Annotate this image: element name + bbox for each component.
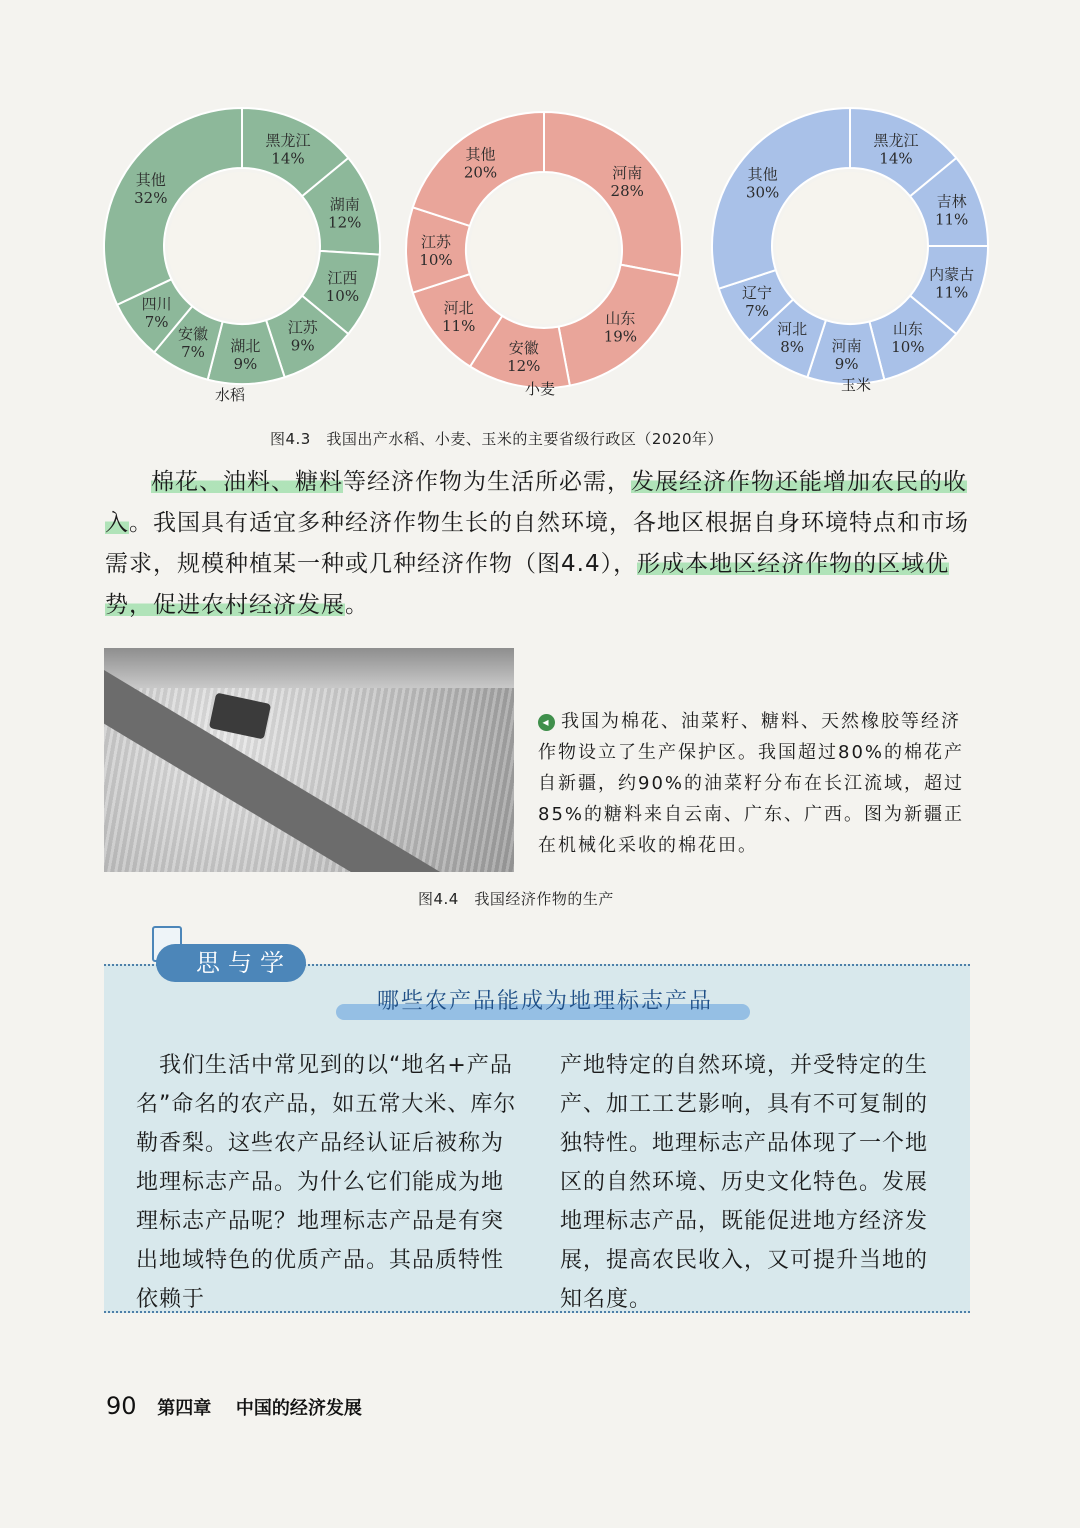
box-heading: 哪些农产品能成为地理标志产品 <box>376 989 713 1014</box>
segment-label: 黑龙江 <box>265 131 311 150</box>
box-column-right-text: 产地特定的自然环境，并受特定的生产、加工工艺影响，具有不可复制的独特性。地理标志产品体现了一个地区的自然环境、历史文化特色。发展地理标志产品，既能促进地方经济发展，提高农民收入，又可提升当地的知名度。 <box>560 1053 929 1312</box>
figure-4-3-caption: 图4.3 我国出产水稻、小麦、玉米的主要省级行政区（2020年） <box>270 430 724 448</box>
segment-label: 辽宁 <box>742 283 773 302</box>
segment-label: 安徽 <box>177 325 208 344</box>
main-paragraph <box>105 462 973 626</box>
wheat-chart <box>394 100 694 400</box>
think-learn-tab: 思与学 <box>156 944 306 982</box>
page-footer <box>106 1392 362 1420</box>
box-column-left-text: 我们生活中常见到的以“地名+产品名”命名的农产品，如五常大米、库尔勒香梨。这些农产品经认证后被称为地理标志产品。为什么它们能成为地理标志产品呢？地理标志产品是有突出地域特色的优质产品。其品质特性依赖于 <box>136 1053 517 1312</box>
segment-value: 7% <box>144 313 169 332</box>
figure-4-4-caption: 图4.4 我国经济作物的生产 <box>418 890 614 908</box>
box-column-right <box>560 1046 946 1319</box>
chapter-title: 中国的经济发展 <box>235 1398 362 1419</box>
segment-value: 10% <box>891 338 925 357</box>
segment-value: 12% <box>507 357 541 376</box>
segment-label: 黑龙江 <box>873 131 919 150</box>
rice-chart <box>92 96 392 396</box>
highlight-3: 形成本地区经济作物的区域优势，促进农村经济发展 <box>105 551 950 618</box>
harvester-machine <box>209 693 271 740</box>
segment-label: 内蒙古 <box>929 265 975 284</box>
segment-label: 湖南 <box>329 195 360 214</box>
segment-label: 山东 <box>605 309 636 328</box>
segment-label: 江苏 <box>287 318 318 337</box>
segment-value: 11% <box>934 210 969 229</box>
segment-label: 安徽 <box>508 339 539 358</box>
crop-illustration-area <box>776 172 924 320</box>
highlight-1: 棉花、油料、糖料 <box>151 469 343 495</box>
segment-label: 河南 <box>831 336 862 355</box>
segment-value: 7% <box>745 301 769 320</box>
segment-label: 河北 <box>777 320 808 339</box>
arrow-left-icon: ◂ <box>538 714 555 731</box>
segment-value: 9% <box>233 354 258 373</box>
corn-chart <box>700 96 1000 396</box>
segment-label: 江苏 <box>420 233 452 251</box>
segment-value: 14% <box>271 149 305 168</box>
segment-value: 28% <box>610 182 644 201</box>
side-note-text: 我国为棉花、油菜籽、糖料、天然橡胶等经济作物设立了生产保护区。我国超过80%的棉花产自新疆，约90%的油菜籽分布在长江流域，超过85%的糖料来自云南、广东、广西。图为新疆正在机械化采收的棉花田。 <box>538 711 965 856</box>
segment-label: 四川 <box>141 295 172 314</box>
segment-label: 江西 <box>327 268 358 287</box>
text-3: 。 <box>345 592 369 618</box>
segment-label: 湖北 <box>230 336 261 355</box>
segment-label: 其他 <box>465 145 496 164</box>
segment-label: 其他 <box>747 165 778 184</box>
page-number: 90 <box>106 1392 137 1420</box>
crop-illustration-area <box>168 172 316 320</box>
segment-value: 11% <box>441 317 476 336</box>
segment-value: 19% <box>603 327 638 346</box>
photo-far-field <box>104 648 514 688</box>
segment-value: 9% <box>290 336 315 355</box>
segment-value: 7% <box>181 343 205 362</box>
segment-value: 10% <box>325 286 360 305</box>
wheat-chart-title: 小麦 <box>524 380 555 398</box>
segment-value: 14% <box>879 149 913 168</box>
photo-harvested-strip <box>104 658 514 872</box>
segment-value: 30% <box>745 183 780 202</box>
box-column-left <box>136 1046 522 1319</box>
segment-value: 20% <box>463 163 498 182</box>
segment-label: 河南 <box>612 164 643 183</box>
text-1: 等经济作物为生活所必需， <box>343 469 631 495</box>
segment-value: 8% <box>780 338 805 357</box>
segment-value: 11% <box>934 283 969 302</box>
segment-value: 12% <box>328 213 362 232</box>
highlight-2: 发展经济作物还能增加农民的收入 <box>105 469 967 536</box>
rice-chart-title: 水稻 <box>214 386 245 404</box>
segment-label: 山东 <box>892 320 923 339</box>
cotton-field-photo <box>104 648 514 872</box>
text-2: 。我国具有适宜多种经济作物生长的自然环境，各地区根据自身环境特点和市场需求，规模种植某一种或几种经济作物（图4.4）， <box>105 510 969 577</box>
chapter-label: 第四章 <box>157 1398 212 1419</box>
crop-illustration-area <box>470 176 618 324</box>
segment-label: 河北 <box>443 299 474 318</box>
segment-value: 32% <box>134 189 168 208</box>
segment-value: 9% <box>834 354 859 373</box>
segment-label: 吉林 <box>936 192 967 211</box>
segment-value: 10% <box>419 251 453 269</box>
side-note <box>538 706 970 861</box>
corn-chart-title: 玉米 <box>840 376 871 394</box>
segment-label: 其他 <box>135 171 166 190</box>
